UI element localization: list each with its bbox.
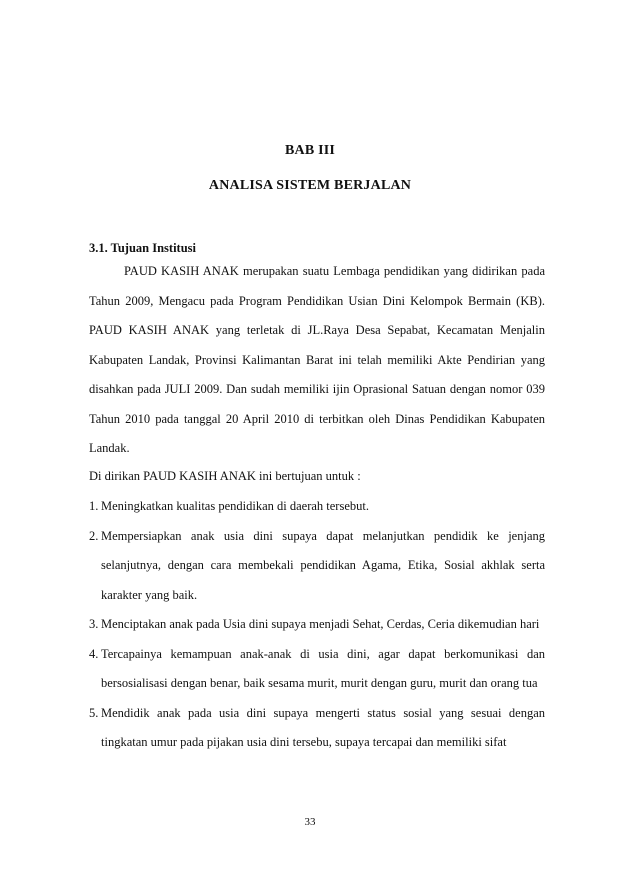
list-item-number: 2. xyxy=(89,528,99,543)
list-item-text: Meningkatkan kualitas pendidikan di daerah tersebut. xyxy=(101,499,369,513)
list-item-text: Tercapainya kemampuan anak-anak di usia dini, agar dapat berkomunikasi dan bersosialisasi dengan benar, baik sesama murit, murit dengan guru, murit dan orang tua xyxy=(101,646,545,690)
list-item-number: 4. xyxy=(89,646,99,661)
list-item xyxy=(89,522,545,611)
list-item-text: Mempersiapkan anak usia dini supaya dapat melanjutkan pendidik ke jenjang selanjutnya, dengan cara membekali pendidikan Agama, Etika, Sosial akhlak serta karakter yang baik. xyxy=(101,528,545,602)
list-item xyxy=(89,610,545,640)
list-item xyxy=(89,640,545,699)
list-item xyxy=(89,492,545,522)
chapter-number: BAB III xyxy=(284,143,336,158)
page-number: 33 xyxy=(304,816,316,828)
chapter-title: ANALISA SISTEM BERJALAN xyxy=(208,178,412,193)
purpose-list xyxy=(89,492,545,758)
list-item-number: 1. xyxy=(89,499,99,513)
list-item-number: 5. xyxy=(89,705,99,720)
list-item-text: Mendidik anak pada usia dini supaya mengerti status sosial yang sesuai dengan tingkatan umur pada pijakan usia dini tersebu, supaya tercapai dan memiliki sifat xyxy=(101,705,545,749)
list-item-text: Menciptakan anak pada Usia dini supaya menjadi Sehat, Cerdas, Ceria dikemudian hari xyxy=(101,617,540,631)
list-item-number: 3. xyxy=(89,617,99,631)
section-paragraph: PAUD KASIH ANAK merupakan suatu Lembaga pendidikan yang didirikan pada Tahun 2009, Mengacu pada Program Pendidikan Usian Dini Kelompok Bermain (KB). PAUD KASIH ANAK yang terletak di JL.Raya Desa Sepabat, Kecamatan Menjalin Kabupaten Landak, Provinsi Kalimantan Barat ini telah memiliki Akte Pendirian yang disahkan pada JULI 2009. Dan sudah memiliki ijin Oprasional Satuan dengan nomor 039 Tahun 2010 pada tanggal 20 April 2010 di terbitkan oleh Dinas Pendidikan Kabupaten Landak. xyxy=(89,264,545,455)
list-item xyxy=(89,699,545,758)
purpose-lead: Di dirikan PAUD KASIH ANAK ini bertujuan untuk : xyxy=(89,469,361,483)
section-heading: 3.1. Tujuan Institusi xyxy=(89,241,197,255)
